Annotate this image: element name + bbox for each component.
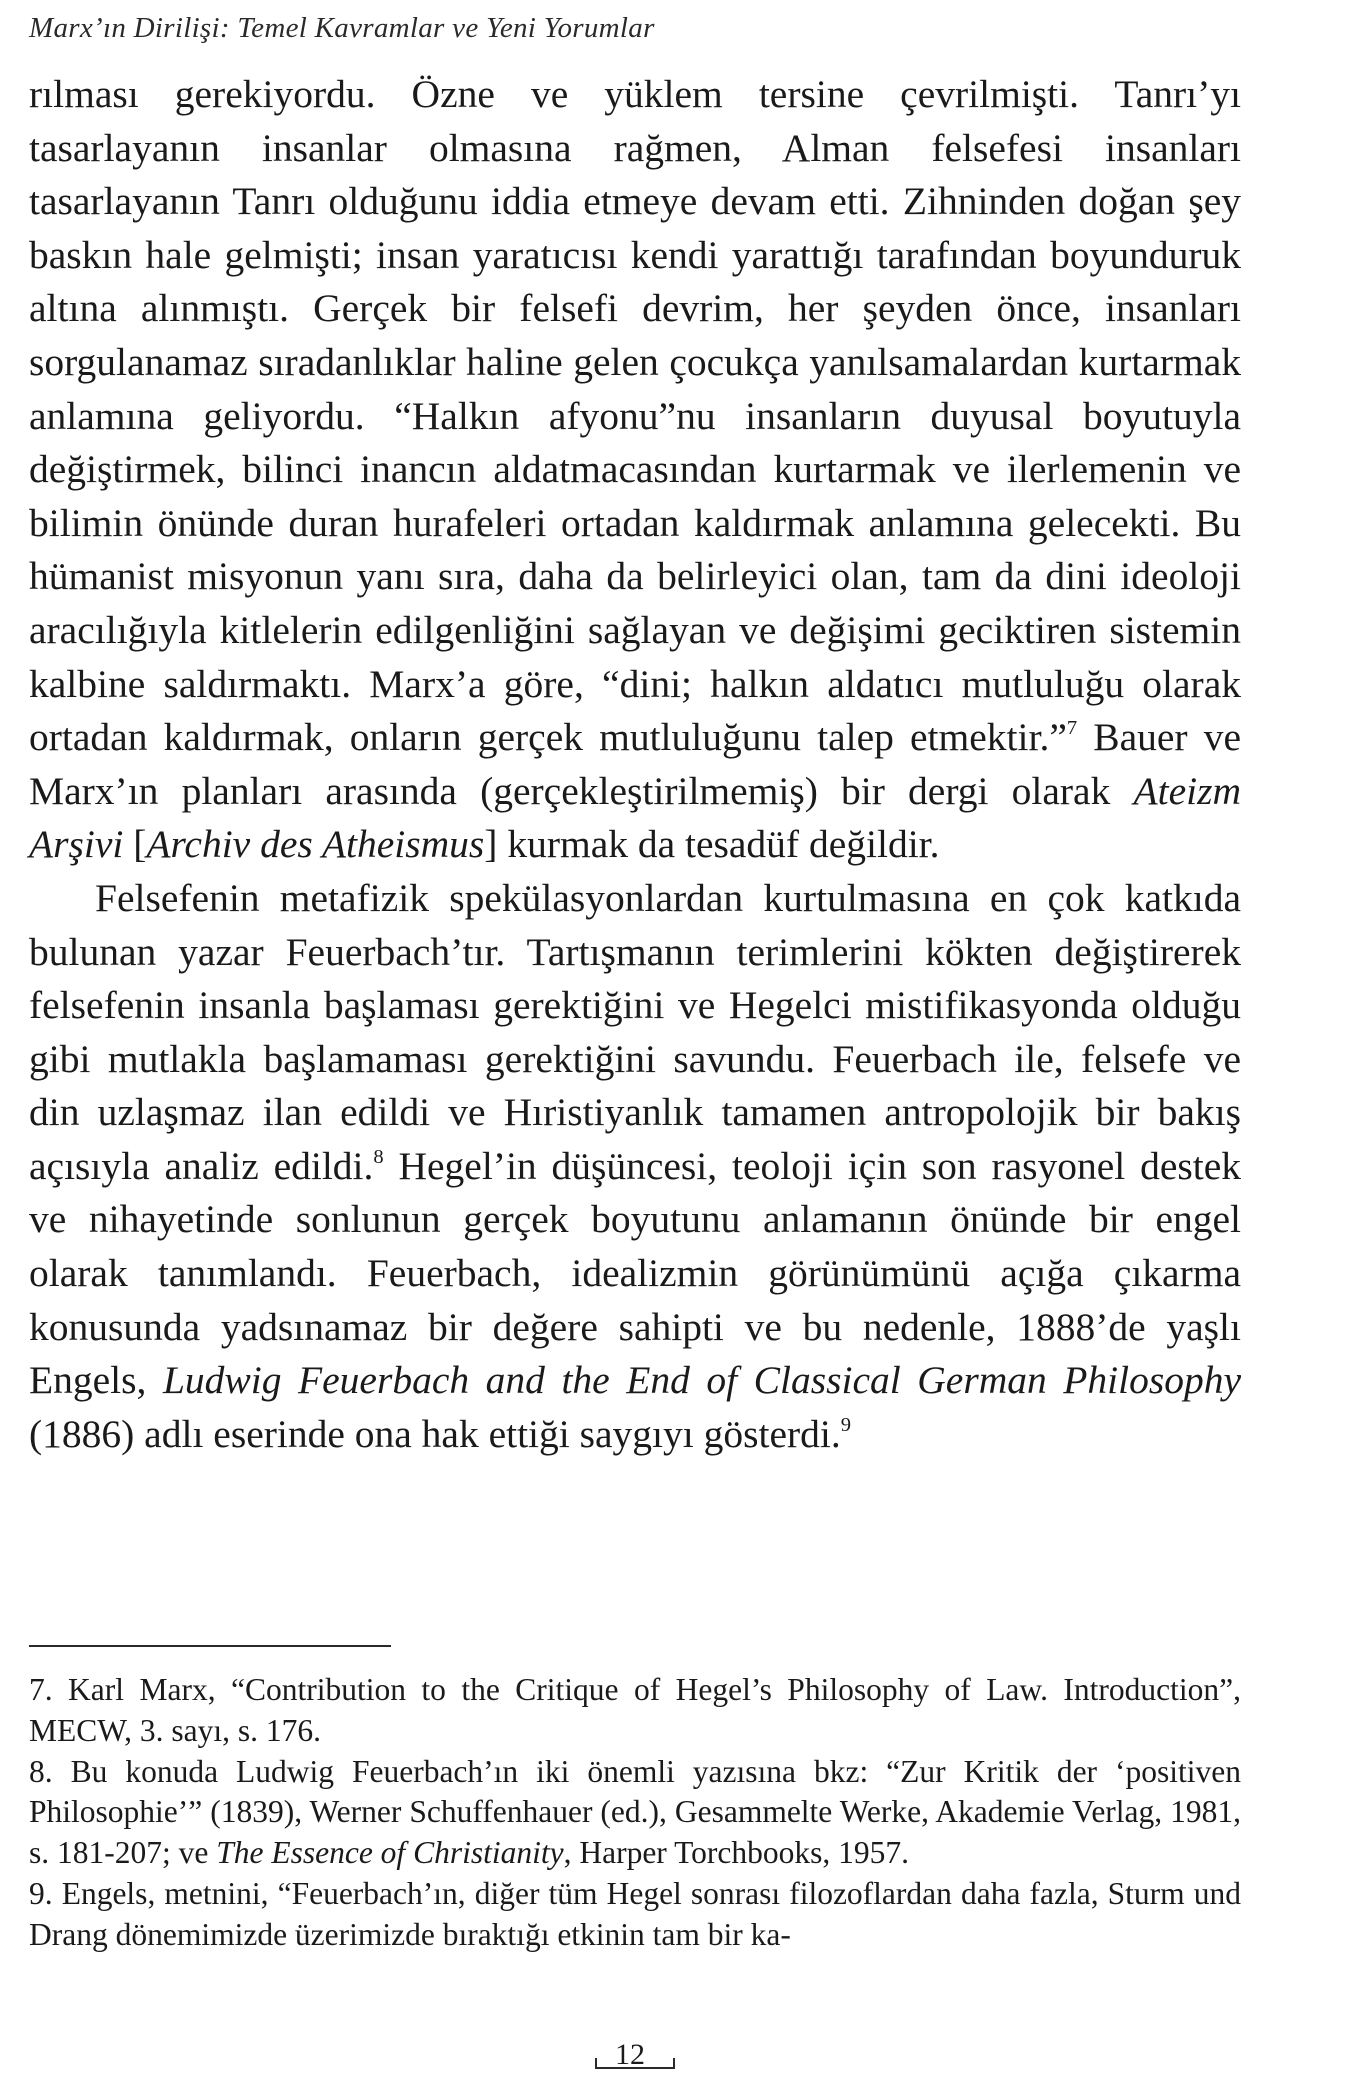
journal-title-turkish: Ateizm Arşivi [29, 768, 1241, 867]
page-number-tick-right [673, 2058, 675, 2068]
page-number-underline [595, 2067, 675, 2069]
footnote-8: 8. Bu konuda Ludwig Feuerbach’ın iki önemli yazısına bkz: “Zur Kritik der ‘positiven Philosophie’” (1839), Werner Schuffenhauer (ed.), Gesammelte Werke, Akademie Verlag, 1981, s. 181-207; ve The Essence of Christianity, Harper Torchbooks, 1957. [29, 1753, 1241, 1871]
paragraph-1: rılması gerekiyordu. Özne ve yüklem tersine çevrilmişti. Tanrı’yı tasarlayanın insanlar olmasına rağmen, Alman felsefesi insanları tasarlayanın Tanrı olduğunu iddia etmeye devam etti. Zihninden doğan şey baskın hale gelmişti; insan yaratıcısı kendi yarattığı tarafından boyunduruk altına alınmıştı. Gerçek bir felsefi devrim, her şeyden önce, insanları sorgulanamaz sıradanlıklar haline gelen çocukça yanılsamalardan kurtarmak anlamına geliyordu. “Halkın afyonu”nu insanların duyusal boyutuyla değiştirmek, bilinci inancın aldatmacasından kurtarmak ve ilerlemenin ve bilimin önünde duran hurafeleri ortadan kaldırmak anlamına gelecekti. Bu hümanist misyonun yanı sıra, daha da belirleyici olan, tam da dini ideoloji aracılığıyla kitlelerin edilgenliğini sağlayan ve değişimi geciktiren sistemin kalbine saldırmaktı. Marx’a göre, “dini; halkın aldatıcı mutluluğu olarak ortadan kaldırmak, onların gerçek mutluluğunu talep etmektir.”$^7$ Bauer ve Marx’ın planları arasında (gerçekleştirilmemiş) bir dergi olarak Ateizm Arşivi [Archiv des Atheismus] kurmak da tesadüf değildir. [29, 72, 1241, 867]
footnote-separator [29, 1645, 391, 1647]
journal-title-german: Archiv des Atheismus [146, 822, 485, 867]
footnotes [29, 1670, 1241, 1956]
footnote-ref-9[interactable]: 9 [840, 1413, 852, 1436]
page-number: 12 [615, 2038, 645, 2071]
paragraph-2: Felsefenin metafizik spekülasyonlardan kurtulmasına en çok katkıda bulunan yazar Feuerbach’tır. Tartışmanın terimlerini kökten değiştirerek felsefenin insanla başlaması gerektiğini ve Hegelci mistifikasyonda olduğu gibi mutlakla başlamaması gerektiğini savundu. Feuerbach ile, felsefe ve din uzlaşmaz ilan edildi ve Hıristiyanlık tamamen antropolojik bir bakış açısıyla analiz edildi.$^8$ Hegel’in düşüncesi, teoloji için son rasyonel destek ve nihayetinde sonlunun gerçek boyutunu anlamanın önünde bir engel olarak tanımlandı. Feuerbach, idealizmin görünümünü açığa çıkarma konusunda yadsınamaz bir değere sahipti ve bu nedenle, 1888’de yaşlı Engels, Ludwig Feuerbach and the End of Classical German Philosophy (1886) adlı eserinde ona hak ettiği saygıyı gösterdi.$^9$ [29, 875, 1242, 1456]
book-title-essence-of-christianity: The Essence of Christianity [216, 1835, 564, 1871]
footnote-9: 9. Engels, metnini, “Feuerbach’ın, diğer tüm Hegel sonrası filozoflardan daha fazla, Sturm und Drang dönemimizde üzerimizde bıraktığı etkinin tam bir ka- [29, 1875, 1241, 1952]
book-title-ludwig-feuerbach: Ludwig Feuerbach and the End of Classical German Philosophy [162, 1358, 1241, 1403]
running-header: Marx’ın Dirilişi: Temel Kavramlar ve Yeni Yorumlar [29, 12, 655, 44]
page-number-tick-left [595, 2058, 597, 2068]
footnote-ref-8[interactable]: 8 [373, 1145, 384, 1168]
body-text [29, 68, 1241, 1461]
footnote-7: 7. Karl Marx, “Contribution to the Critique of Hegel’s Philosophy of Law. Introduction”, MECW, 3. sayı, s. 176. [29, 1672, 1241, 1748]
footnote-ref-7[interactable]: 7 [1066, 717, 1078, 740]
